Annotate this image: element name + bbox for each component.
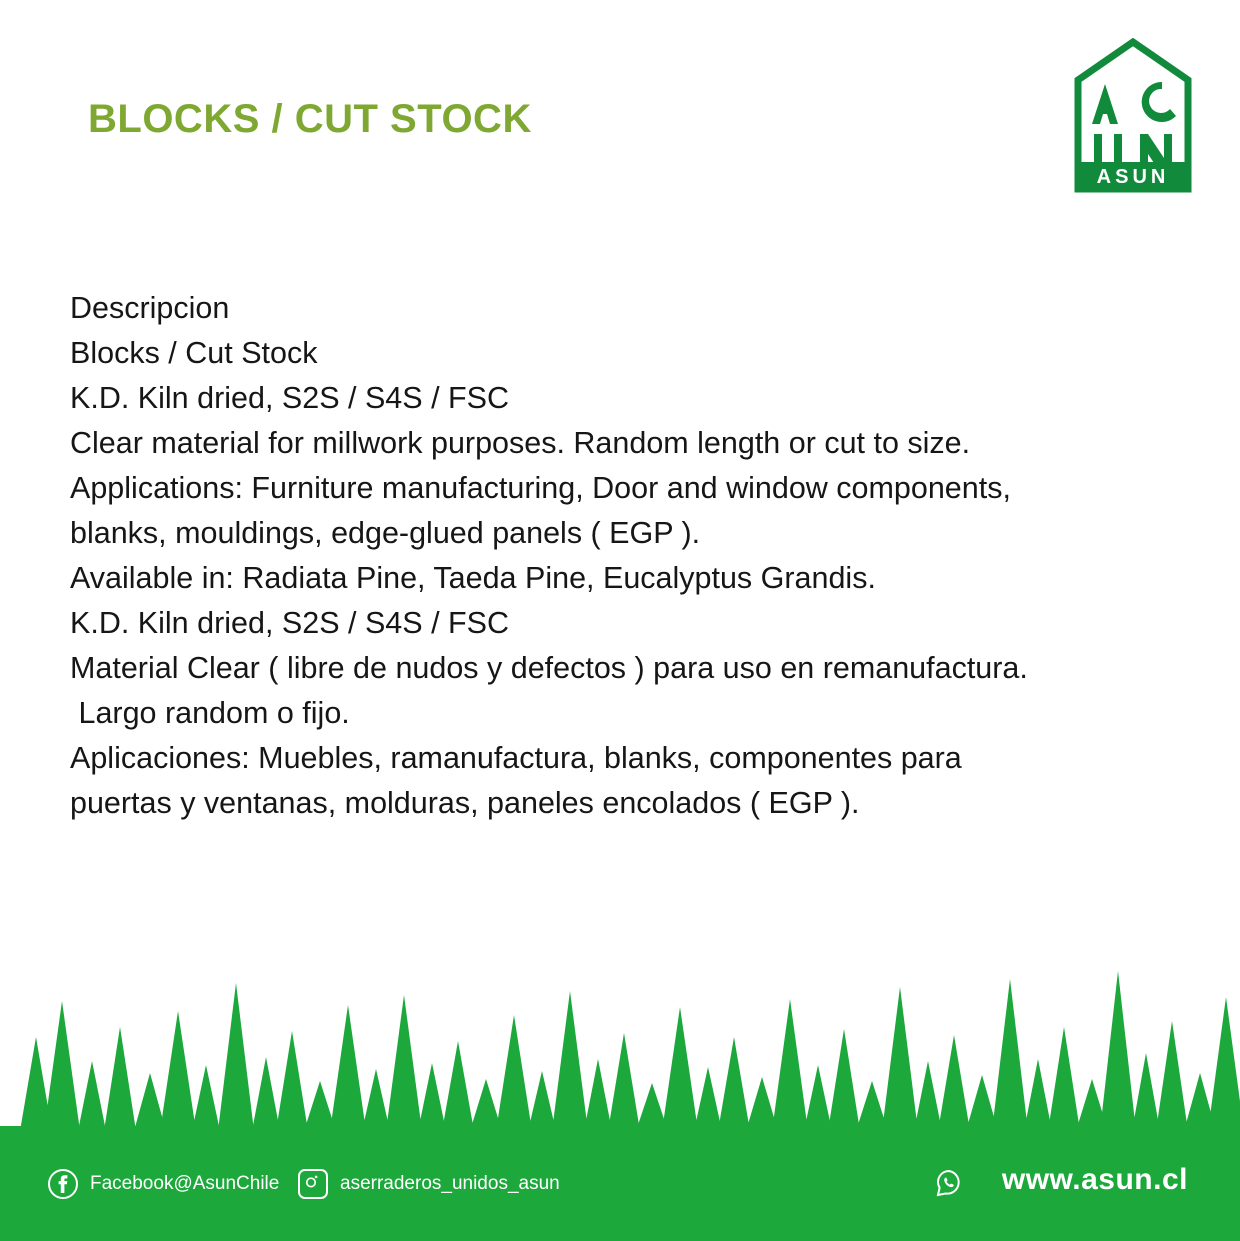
svg-text:ASUN: ASUN [1096,166,1170,188]
description-line: Available in: Radiata Pine, Taeda Pine, Eucalyptus Grandis. [70,561,876,595]
description-line: K.D. Kiln dried, S2S / S4S / FSC [70,381,510,415]
footer [0,1163,1240,1209]
instagram-link[interactable] [298,1169,560,1199]
description-block [70,286,1180,826]
description-line: puertas y ventanas, molduras, paneles encolados ( EGP ). [70,786,860,820]
description-line: Aplicaciones: Muebles, ramanufactura, blanks, componentes para [70,741,962,775]
description-line: blanks, mouldings, edge-glued panels ( EGP ). [70,516,701,550]
description-line: Material Clear ( libre de nudos y defectos ) para uso en remanufactura. [70,651,1028,685]
description-line: Descripcion [70,291,230,325]
facebook-icon [48,1169,78,1199]
facebook-link[interactable] [48,1169,279,1199]
page-title: BLOCKS / CUT STOCK [88,97,532,141]
instagram-icon [298,1169,328,1199]
facebook-label: Facebook@AsunChile [90,1173,280,1194]
description-line: Largo random o fijo. [70,696,350,730]
description-line: Clear material for millwork purposes. Random length or cut to size. [70,426,971,460]
description-line: Applications: Furniture manufacturing, Door and window components, [70,471,1011,505]
asun-logo [1074,38,1192,193]
description-line: K.D. Kiln dried, S2S / S4S / FSC [70,606,510,640]
description-line: Blocks / Cut Stock [70,336,318,370]
instagram-label: aserraderos_unidos_asun [340,1173,560,1194]
whatsapp-icon[interactable] [936,1169,962,1197]
website-link[interactable]: www.asun.cl [1001,1163,1188,1196]
